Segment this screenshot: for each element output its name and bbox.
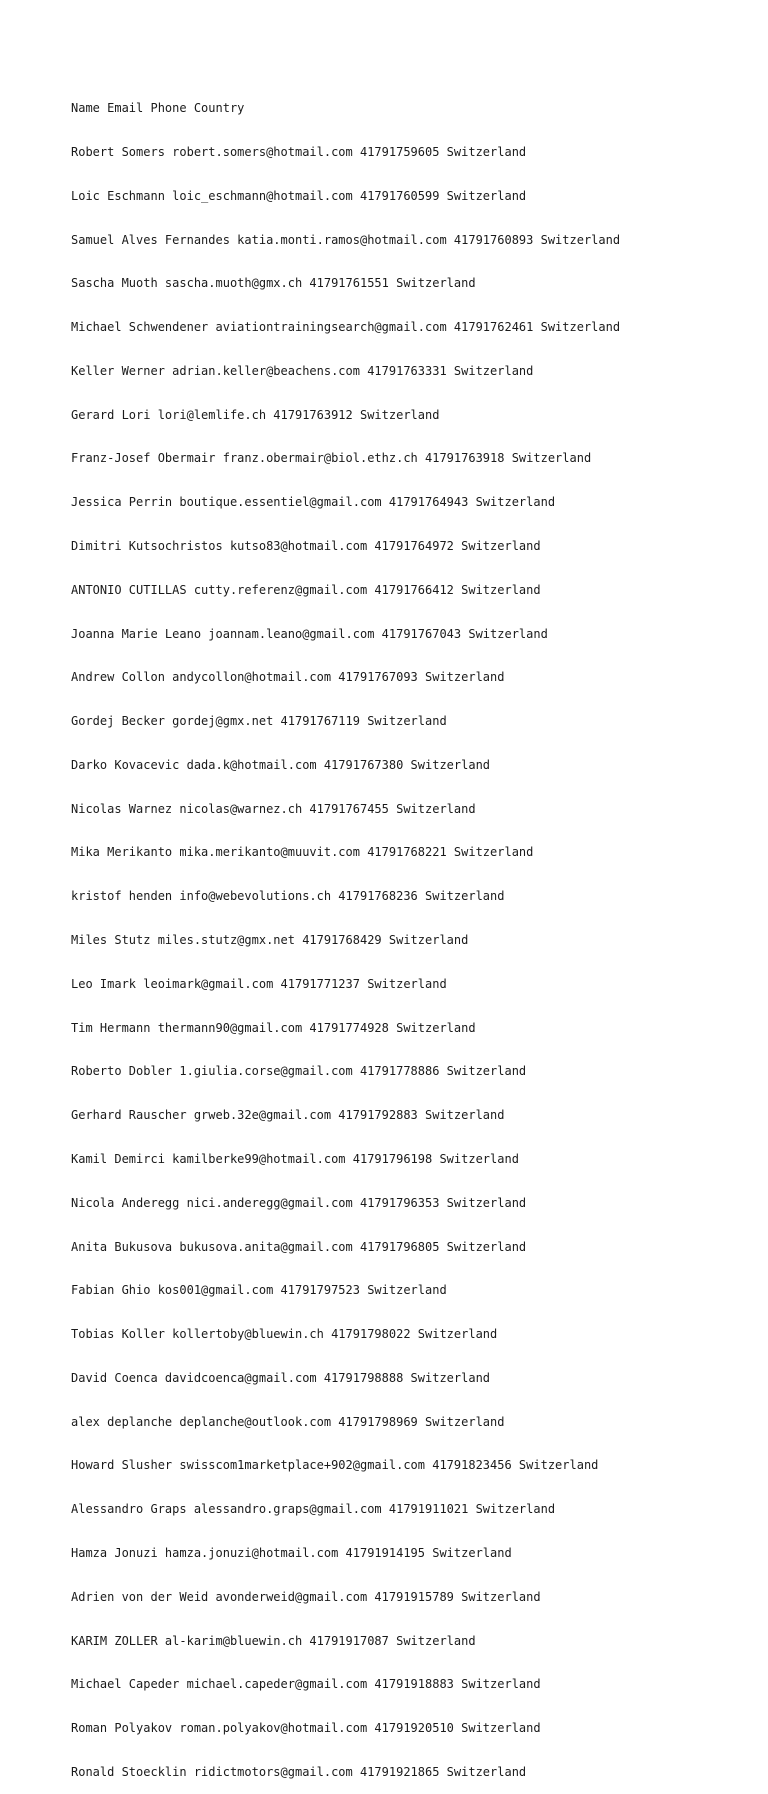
- contact-row: Hamza Jonuzi hamza.jonuzi@hotmail.com 41791914195 Switzerland: [71, 1545, 512, 1560]
- contact-row: Darko Kovacevic dada.k@hotmail.com 41791767380 Switzerland: [71, 757, 491, 772]
- contact-row: Miles Stutz miles.stutz@gmx.net 41791768429 Switzerland: [71, 933, 469, 948]
- document-body: [71, 72, 748, 1794]
- contact-row: Howard Slusher swisscom1marketplace+902@gmail.com 41791823456 Switzerland: [71, 1458, 599, 1473]
- contact-row: Gerard Lori lori@lemlife.ch 41791763912 Switzerland: [71, 407, 440, 422]
- contact-row: Tim Hermann thermann90@gmail.com 41791774928 Switzerland: [71, 1020, 476, 1035]
- contact-row: Leo Imark leoimark@gmail.com 41791771237 Switzerland: [71, 976, 447, 991]
- contact-row: alex deplanche deplanche@outlook.com 41791798969 Switzerland: [71, 1414, 505, 1429]
- contact-row: Tobias Koller kollertoby@bluewin.ch 41791798022 Switzerland: [71, 1327, 498, 1342]
- contact-row: KARIM ZOLLER al-karim@bluewin.ch 41791917087 Switzerland: [71, 1633, 476, 1648]
- header-line: Name Email Phone Country: [71, 101, 245, 116]
- contact-row: Adrien von der Weid avonderweid@gmail.com 41791915789 Switzerland: [71, 1589, 541, 1604]
- contact-row: Fabian Ghio kos001@gmail.com 41791797523 Switzerland: [71, 1283, 447, 1298]
- contact-row: Ronald Stoecklin ridictmotors@gmail.com 41791921865 Switzerland: [71, 1764, 527, 1779]
- contact-row: Alessandro Graps alessandro.graps@gmail.com 41791911021 Switzerland: [71, 1502, 556, 1517]
- contact-row: Andrew Collon andycollon@hotmail.com 41791767093 Switzerland: [71, 670, 505, 685]
- contact-row: Dimitri Kutsochristos kutso83@hotmail.com 41791764972 Switzerland: [71, 539, 541, 553]
- contact-row: Jessica Perrin boutique.essentiel@gmail.com 41791764943 Switzerland: [71, 495, 556, 510]
- contact-row: Gerhard Rauscher grweb.32e@gmail.com 41791792883 Switzerland: [71, 1108, 505, 1123]
- contact-row: Loic Eschmann loic_eschmann@hotmail.com 41791760599 Switzerland: [71, 188, 527, 203]
- contact-row: Joanna Marie Leano joannam.leano@gmail.com 41791767043 Switzerland: [71, 626, 548, 641]
- contact-row: Keller Werner adrian.keller@beachens.com 41791763331 Switzerland: [71, 363, 534, 378]
- contact-row: David Coenca davidcoenca@gmail.com 41791798888 Switzerland: [71, 1370, 491, 1385]
- contact-row: Robert Somers robert.somers@hotmail.com 41791759605 Switzerland: [71, 144, 527, 159]
- contact-row: Anita Bukusova bukusova.anita@gmail.com 41791796805 Switzerland: [71, 1239, 527, 1254]
- contact-row: Nicolas Warnez nicolas@warnez.ch 41791767455 Switzerland: [71, 801, 476, 816]
- contact-row: Samuel Alves Fernandes katia.monti.ramos@hotmail.com 41791760893 Switzerland: [71, 232, 621, 247]
- contact-row: Nicola Anderegg nici.anderegg@gmail.com 41791796353 Switzerland: [71, 1195, 527, 1210]
- contact-row: Franz-Josef Obermair franz.obermair@biol.ethz.ch 41791763918 Switzerland: [71, 451, 592, 466]
- contact-row: Michael Schwendener aviationtrainingsearch@gmail.com 41791762461 Switzerland: [71, 320, 621, 335]
- contact-row: Kamil Demirci kamilberke99@hotmail.com 41791796198 Switzerland: [71, 1151, 519, 1166]
- contact-row: Sascha Muoth sascha.muoth@gmx.ch 41791761551 Switzerland: [71, 276, 476, 291]
- contact-row: Mika Merikanto mika.merikanto@muuvit.com 41791768221 Switzerland: [71, 845, 534, 860]
- contact-row: Roman Polyakov roman.polyakov@hotmail.com 41791920510 Switzerland: [71, 1721, 541, 1736]
- contact-row: kristof henden info@webevolutions.ch 41791768236 Switzerland: [71, 889, 505, 904]
- contact-row: Roberto Dobler 1.giulia.corse@gmail.com 41791778886 Switzerland: [71, 1064, 527, 1079]
- contact-row: ANTONIO CUTILLAS cutty.referenz@gmail.com 41791766412 Switzerland: [71, 582, 541, 597]
- contact-row: Michael Capeder michael.capeder@gmail.com 41791918883 Switzerland: [71, 1677, 541, 1692]
- contact-row: Gordej Becker gordej@gmx.net 41791767119 Switzerland: [71, 714, 447, 729]
